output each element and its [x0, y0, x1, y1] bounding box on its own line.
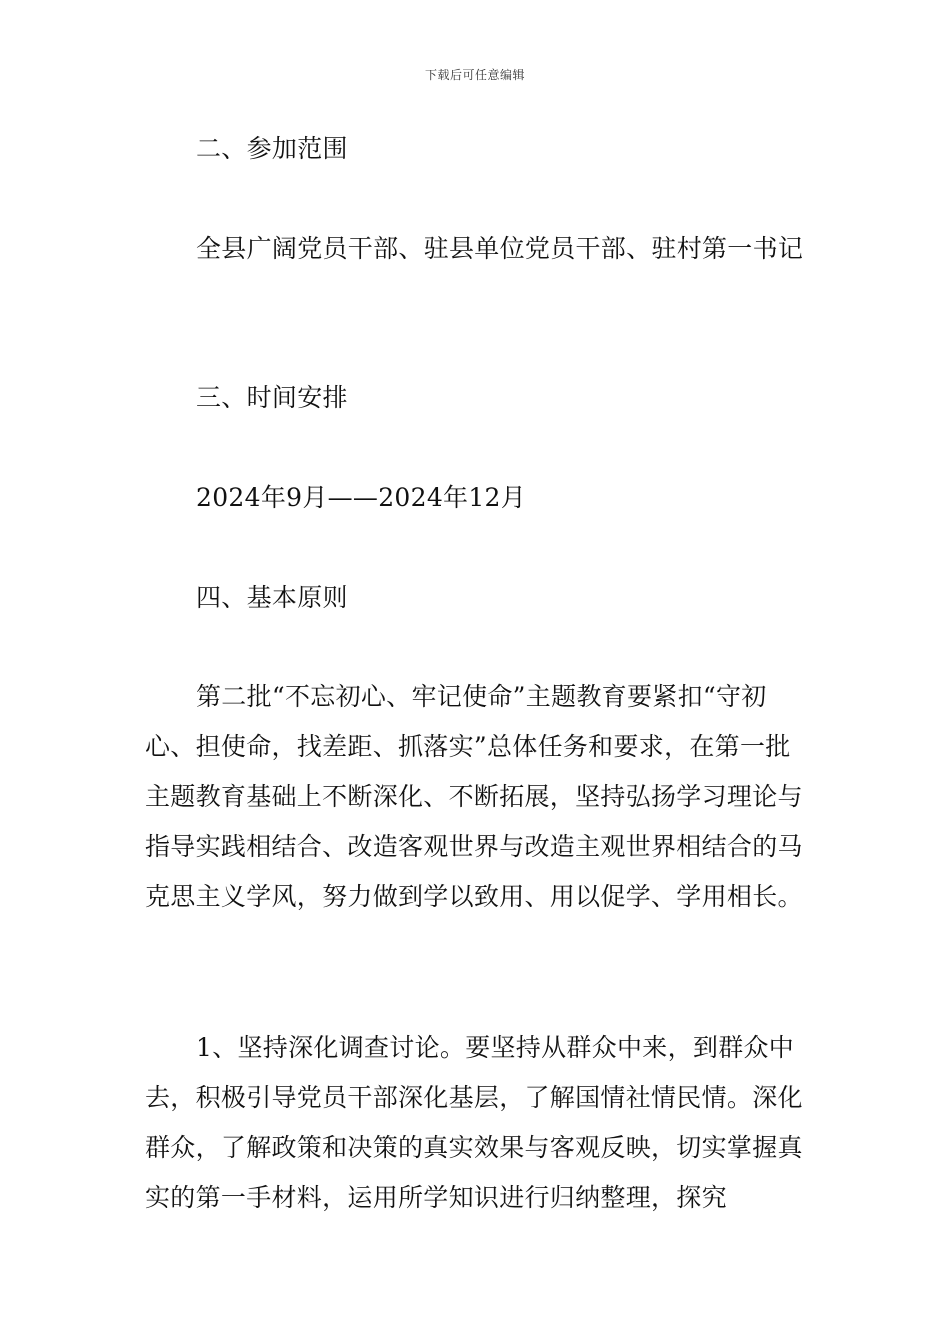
section-body-time: 2024年9月——2024年12月: [196, 483, 527, 512]
section-body-item-1: 1、坚持深化调查讨论。要坚持从群众中来，到群众中去，积极引导党员干部深化基层，了解国情社情民情。深化群众，了解政策和决策的真实效果与客观反映，切实掌握真实的第一手材料，运用所学知识进行归纳整理，探究: [145, 1033, 803, 1212]
section-body-scope: 全县广阔党员干部、驻县单位党员干部、驻村第一书记: [196, 234, 804, 263]
section-heading-scope: 二、参加范围: [196, 134, 348, 163]
section-heading-principles: 四、基本原则: [196, 583, 348, 612]
section-body-principles: 第二批“不忘初心、牢记使命”主题教育要紧扣“守初心、担使命，找差距、抓落实”总体任务和要求，在第一批主题教育基础上不断深化、不断拓展，坚持弘扬学习理论与指导实践相结合、改造客观世界与改造主观世界相结合的马克思主义学风，努力做到学以致用、用以促学、学用相长。: [145, 682, 803, 911]
page-header: 下载后可任意编辑: [424, 68, 525, 82]
section-heading-time: 三、时间安排: [196, 383, 348, 412]
